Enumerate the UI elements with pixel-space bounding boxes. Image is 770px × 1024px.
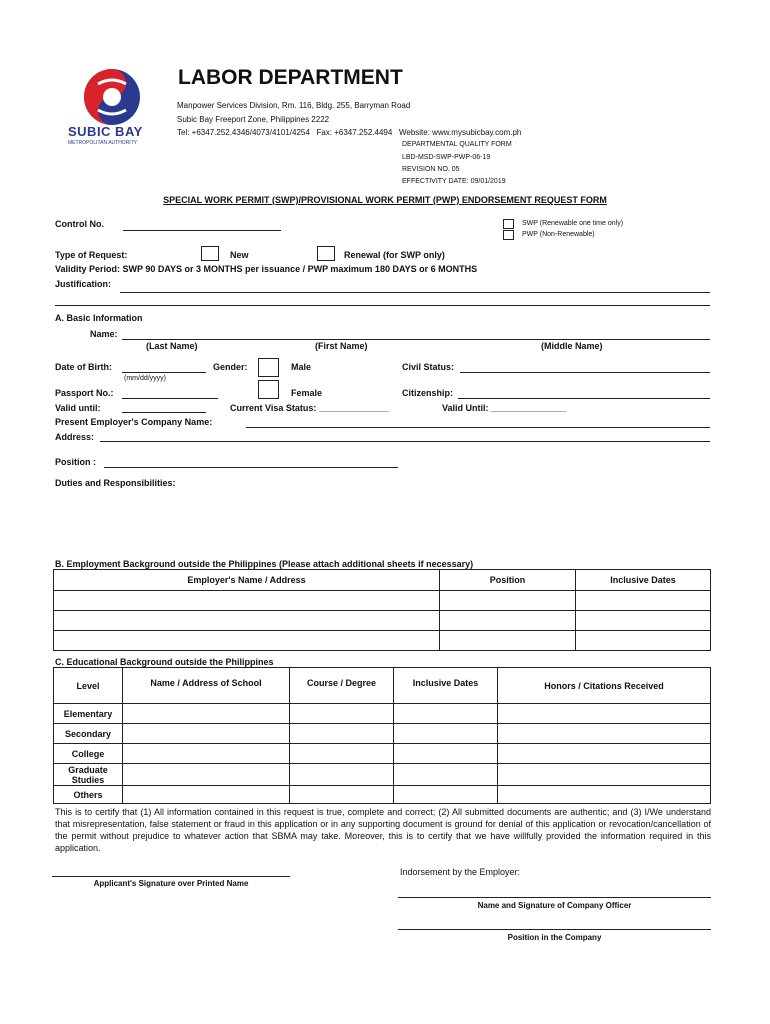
table-cell[interactable]	[290, 724, 394, 744]
table-cell[interactable]	[290, 786, 394, 804]
female-checkbox[interactable]	[258, 380, 279, 399]
employment-col-employer: Employer's Name / Address	[54, 570, 440, 591]
officer-signature-line[interactable]	[398, 897, 711, 898]
level-college: College	[54, 744, 123, 764]
level-others: Others	[54, 786, 123, 804]
logo-subtitle: METROPOLITAN AUTHORITY	[68, 140, 138, 146]
male-checkbox[interactable]	[258, 358, 279, 377]
address-label: Address:	[55, 432, 95, 442]
form-type: DEPARTMENTAL QUALITY FORM	[402, 141, 512, 148]
table-cell[interactable]	[440, 631, 576, 651]
table-cell[interactable]	[290, 744, 394, 764]
control-no-label: Control No.	[55, 219, 104, 229]
education-col-level: Level	[54, 668, 123, 704]
control-no-field[interactable]	[123, 230, 281, 231]
table-row	[54, 764, 711, 786]
certification-text: This is to certify that (1) All information contained in this request is true, complete and correct; (2) All submitted documents are authentic; and (3) I/We understand that misrepresentation, false statement or fraud in this application or in any supporting document is ground for denial of this application or revocation/cancellation of the permit without prejudice to whatever action that SBMA may take. Moreover, this is to certify that we have willfully provided the information required in this application.	[55, 807, 711, 853]
name-label: Name:	[90, 329, 118, 339]
officer-signature-label: Name and Signature of Company Officer	[477, 901, 632, 910]
duties-label: Duties and Responsibilities:	[55, 478, 176, 488]
applicant-signature-label: Applicant's Signature over Printed Name	[93, 879, 249, 888]
address-field[interactable]	[100, 441, 710, 442]
passport-label: Passport No.:	[55, 388, 114, 398]
table-cell[interactable]	[290, 704, 394, 724]
table-cell[interactable]	[123, 704, 290, 724]
section-c-heading: C. Educational Background outside the Philippines	[55, 657, 274, 667]
effectivity-date: EFFECTIVITY DATE: 09/01/2019	[402, 178, 506, 185]
table-cell[interactable]	[54, 631, 440, 651]
table-cell[interactable]	[394, 764, 498, 786]
table-cell[interactable]	[440, 611, 576, 631]
education-table	[53, 667, 711, 804]
position-signature-line[interactable]	[398, 929, 711, 930]
pwp-option-label: PWP (Non-Renewable)	[522, 231, 595, 238]
form-title	[0, 195, 770, 205]
table-cell[interactable]	[498, 724, 711, 744]
renewal-request-label: Renewal (for SWP only)	[344, 250, 445, 260]
dob-label: Date of Birth:	[55, 362, 112, 372]
address-line-1: Manpower Services Division, Rm. 116, Bldg. 255, Barryman Road	[177, 101, 411, 110]
applicant-signature-line[interactable]	[52, 876, 290, 877]
table-row	[54, 591, 711, 611]
address-line-2: Subic Bay Freeport Zone, Philippines 2222	[177, 115, 330, 124]
table-cell[interactable]	[498, 704, 711, 724]
table-cell[interactable]	[54, 611, 440, 631]
civil-status-label: Civil Status:	[402, 362, 455, 372]
form-title-text: SPECIAL WORK PERMIT (SWP)/PROVISIONAL WORK PERMIT (PWP) ENDORSEMENT REQUEST FORM	[163, 195, 607, 205]
last-name-caption: (Last Name)	[146, 341, 198, 351]
gender-label: Gender:	[213, 362, 248, 372]
level-elementary: Elementary	[54, 704, 123, 724]
table-cell[interactable]	[123, 764, 290, 786]
table-cell[interactable]	[498, 786, 711, 804]
table-row	[54, 611, 711, 631]
pwp-checkbox[interactable]	[503, 230, 514, 240]
table-cell[interactable]	[394, 724, 498, 744]
justification-label: Justification:	[55, 279, 112, 289]
page-title: LABOR DEPARTMENT	[178, 66, 403, 89]
female-label: Female	[291, 388, 323, 398]
sbma-logo-mark	[64, 66, 160, 128]
male-label: Male	[291, 362, 312, 372]
logo-name: SUBIC BAY	[68, 124, 143, 139]
contact-line: Tel: +6347.252.4346/4073/4101/4254 Fax: +6347.252.4494 Website: www.mysubicbay.com.ph	[177, 128, 522, 137]
valid-until-field[interactable]	[122, 412, 206, 413]
new-request-label: New	[230, 250, 249, 260]
level-secondary: Secondary	[54, 724, 123, 744]
name-field[interactable]	[122, 339, 710, 340]
table-row	[54, 704, 711, 724]
employment-table	[53, 569, 711, 651]
employment-col-position: Position	[440, 570, 576, 591]
swp-option-label: SWP (Renewable one time only)	[522, 220, 624, 227]
table-cell[interactable]	[576, 611, 711, 631]
visa-valid-until-label: Valid Until: _______________	[442, 403, 567, 413]
employer-label: Present Employer's Company Name:	[55, 417, 213, 427]
table-cell[interactable]	[394, 704, 498, 724]
table-cell[interactable]	[394, 744, 498, 764]
table-cell[interactable]	[290, 764, 394, 786]
employment-col-dates: Inclusive Dates	[576, 570, 711, 591]
visa-status-label: Current Visa Status: ______________	[230, 403, 389, 413]
middle-name-caption: (Middle Name)	[541, 341, 603, 351]
position-label: Position :	[55, 457, 96, 467]
education-col-dates: Inclusive Dates	[394, 668, 498, 704]
table-row	[54, 631, 711, 651]
table-cell[interactable]	[576, 591, 711, 611]
passport-field[interactable]	[122, 398, 218, 399]
validity-period: Validity Period: SWP 90 DAYS or 3 MONTHS per issuance / PWP maximum 180 DAYS or 6 MONTHS	[55, 264, 478, 274]
table-cell[interactable]	[54, 591, 440, 611]
table-row	[54, 724, 711, 744]
justification-field-1[interactable]	[120, 292, 710, 293]
valid-until-label: Valid until:	[55, 403, 101, 413]
table-cell[interactable]	[576, 631, 711, 651]
new-request-checkbox[interactable]	[201, 246, 219, 261]
revision-no: REVISION NO. 05	[402, 166, 460, 173]
citizenship-field[interactable]	[458, 398, 710, 399]
table-cell[interactable]	[440, 591, 576, 611]
form-code: LBD-MSD-SWP-PWP-06-19	[402, 154, 491, 161]
type-of-request-label: Type of Request:	[55, 250, 128, 260]
table-row	[54, 744, 711, 764]
position-signature-label: Position in the Company	[507, 933, 602, 942]
education-col-school: Name / Address of School	[123, 668, 290, 704]
first-name-caption: (First Name)	[315, 341, 368, 351]
table-cell[interactable]	[498, 764, 711, 786]
section-a-heading: A. Basic Information	[55, 313, 143, 323]
table-cell[interactable]	[123, 724, 290, 744]
swp-checkbox[interactable]	[503, 219, 514, 229]
dob-format-hint: (mm/dd/yyyy)	[124, 375, 166, 382]
education-col-course: Course / Degree	[290, 668, 394, 704]
sbma-logo	[64, 66, 160, 150]
employer-field[interactable]	[246, 427, 710, 428]
table-row	[54, 786, 711, 804]
position-field[interactable]	[104, 467, 398, 468]
civil-status-field[interactable]	[460, 372, 710, 373]
citizenship-label: Citizenship:	[402, 388, 453, 398]
table-cell[interactable]	[394, 786, 498, 804]
table-cell[interactable]	[498, 744, 711, 764]
section-b-heading: B. Employment Background outside the Philippines (Please attach additional sheets if necessary)	[55, 559, 474, 569]
dob-field[interactable]	[122, 372, 206, 373]
justification-field-2[interactable]	[55, 305, 710, 306]
level-graduate: Graduate Studies	[54, 764, 123, 786]
renewal-request-checkbox[interactable]	[317, 246, 335, 261]
table-cell[interactable]	[123, 786, 290, 804]
education-col-honors: Honors / Citations Received	[498, 668, 711, 704]
table-cell[interactable]	[123, 744, 290, 764]
indorsement-label: Indorsement by the Employer:	[400, 867, 521, 877]
